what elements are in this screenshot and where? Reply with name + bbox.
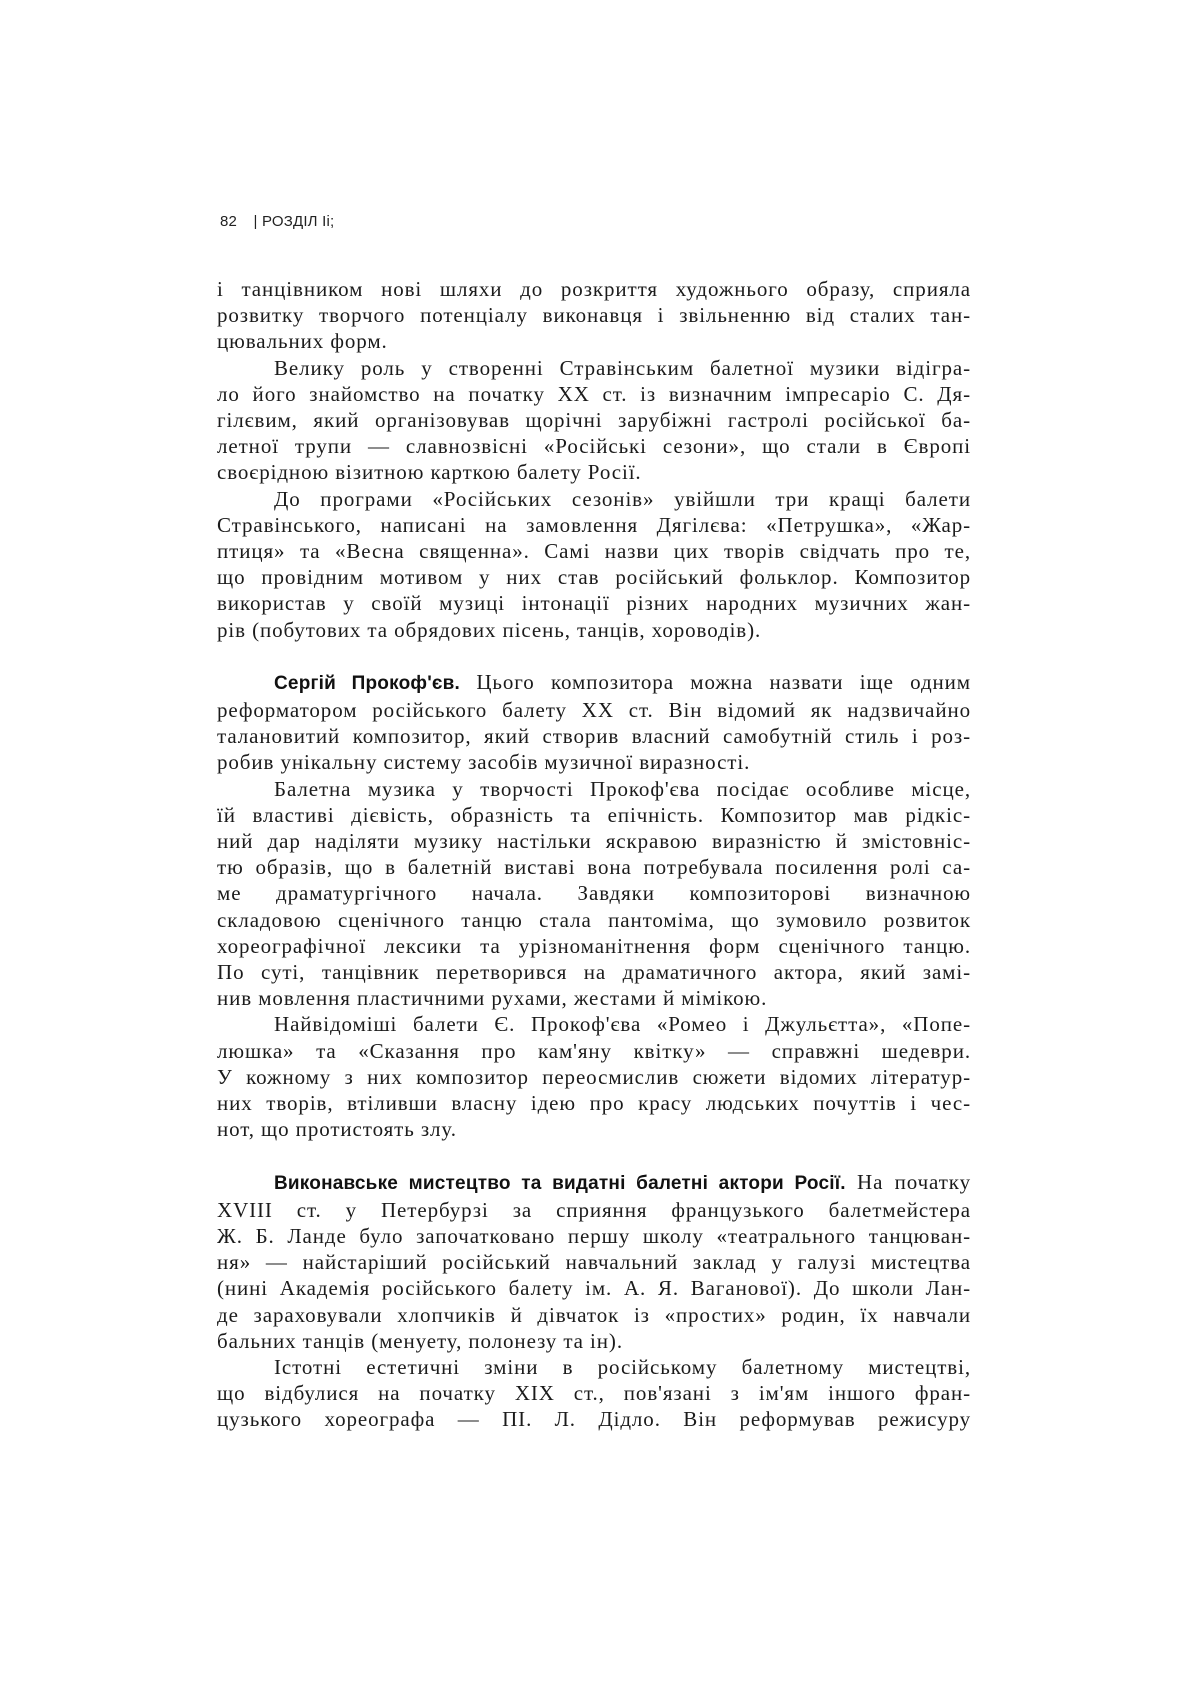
paragraph	[217, 1354, 971, 1433]
paragraph	[217, 1169, 971, 1354]
text-line: ний дар наділяти музику настільки яскравою виразністю й змістовніс-	[217, 829, 971, 854]
header-separator: |	[253, 213, 258, 230]
text-line: XVIII ст. у Петербурзі за сприяння французького балетмейстера	[217, 1197, 971, 1222]
paragraph	[217, 776, 971, 1012]
paragraph	[217, 1011, 971, 1142]
text-line: що провідним мотивом у них став російський фольклор. Композитор	[217, 565, 971, 590]
text-line: рів (побутових та обрядових пісень, танців, хороводів).	[217, 617, 762, 642]
section-heading: Сергій Прокоф'єв.	[274, 672, 460, 694]
text-line: По суті, танцівник перетворився на драматичного актора, який замі-	[217, 960, 971, 985]
text-line: ня» — найстаріший російський навчальний заклад у галузі мистецтва	[217, 1250, 971, 1275]
text-line: нот, що протистоять злу.	[217, 1117, 457, 1142]
text-line: люшка» та «Сказання про кам'яну квітку» — справжні шедеври.	[217, 1038, 971, 1063]
paragraph	[217, 355, 971, 486]
running-head	[220, 213, 334, 230]
text-line: птиця» та «Весна священна». Самі назви цих творів свідчать про те,	[217, 539, 971, 564]
text-line: їй властиві дієвість, образність та епічність. Композитор мав рідкіс-	[217, 802, 971, 827]
section-gap	[217, 643, 971, 669]
text-line: складовою сценічного танцю стала пантоміма, що зумовило розвиток	[217, 907, 971, 932]
text-line: розвитку творчого потенціалу виконавця і звільненню від сталих тан-	[217, 303, 971, 328]
text-line: реформатором російського балету XX ст. Він відомий як надзвичайно	[217, 698, 971, 723]
paragraph	[217, 486, 971, 643]
text-line: що відбулися на початку XIX ст., пов'язані з ім'ям іншого фран-	[217, 1381, 971, 1406]
text-line: талановитий композитор, який створив власний самобутній стиль і роз-	[217, 724, 971, 749]
text-line: Стравінського, написані на замовлення Дягілєва: «Петрушка», «Жар-	[217, 512, 971, 537]
text-line: бальних танців (менуету, полонезу та ін).	[217, 1328, 623, 1353]
text-line: Істотні естетичні зміни в російському балетному мистецтві,	[274, 1354, 971, 1379]
text-line: робив унікальну систему засобів музичної виразності.	[217, 750, 751, 775]
text-line: тю образів, що в балетній виставі вона потребувала посилення ролі са-	[217, 855, 971, 880]
text-line: цювальних форм.	[217, 329, 388, 354]
body-text	[217, 276, 971, 1433]
section-gap	[217, 1143, 971, 1169]
text-line: цузького хореографа — ПІ. Л. Дідло. Він реформував режисуру	[217, 1407, 971, 1432]
text-line	[217, 669, 971, 697]
text-line: них творів, втіливши власну ідею про красу людських почуттів і чес-	[217, 1091, 971, 1116]
section-heading: Виконавське мистецтво та видатні балетні актори Росії.	[274, 1172, 846, 1194]
text-run: Цього композитора можна назвати іще одним	[476, 669, 971, 694]
text-line: Балетна музика у творчості Прокоф'єва посідає особливе місце,	[274, 776, 971, 801]
text-line: Найвідоміші балети Є. Прокоф'єва «Ромео і Джульєтта», «Попе-	[274, 1012, 971, 1037]
text-run: На початку	[857, 1169, 971, 1194]
paragraph	[217, 669, 971, 776]
text-line: ло його знайомство на початку XX ст. із визначним імпресаріо С. Дя-	[217, 381, 971, 406]
text-line	[217, 1169, 971, 1197]
text-line: де зараховували хлопчиків й дівчаток із «простих» родин, їх навчали	[217, 1302, 971, 1327]
text-line: У кожному з них композитор переосмислив сюжети відомих літератур-	[217, 1064, 971, 1089]
section-title: РОЗДІЛ Ii;	[261, 213, 335, 230]
text-line: ме драматургічного начала. Завдяки композиторові визначною	[217, 881, 971, 906]
text-line: Ж. Б. Ланде було започатковано першу школу «театрального танцюван-	[217, 1223, 971, 1248]
text-line: хореографічної лексики та урізноманітнення форм сценічного танцю.	[217, 933, 971, 958]
text-line: До програми «Російських сезонів» увійшли три кращі балети	[274, 486, 971, 511]
text-line: своєрідною візитною карткою балету Росії.	[217, 460, 642, 485]
text-line: гілєвим, який організовував щорічні зарубіжні гастролі російської ба-	[217, 408, 971, 433]
paragraph	[217, 276, 971, 355]
text-line: Велику роль у створенні Стравінським балетної музики відігра-	[274, 355, 971, 380]
text-line: використав у своїй музиці інтонації різних народних музичних жан-	[217, 591, 971, 616]
page-number: 82	[220, 213, 238, 230]
text-line: нив мовлення пластичними рухами, жестами й мімікою.	[217, 986, 768, 1011]
text-line: летної трупи — славнозвісні «Російські сезони», що стали в Європі	[217, 434, 971, 459]
text-line: (нині Академія російського балету ім. А. Я. Ваганової). До школи Лан-	[217, 1276, 971, 1301]
text-line: і танцівником нові шляхи до розкриття художнього образу, сприяла	[217, 277, 971, 301]
